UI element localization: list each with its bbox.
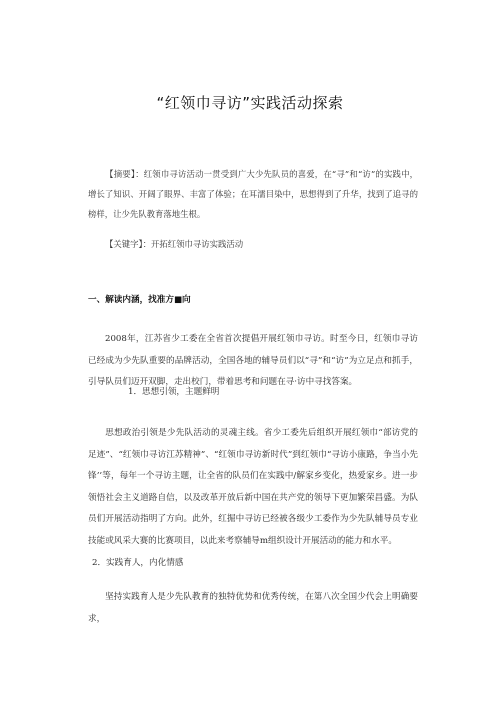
section-heading: 一、解读内涵，找准方■向 [88, 295, 191, 305]
subsection-heading-2: 2．实践育人，内化情感 [92, 558, 184, 568]
subsection-heading-1: 1．思想引领，主题鲜明 [128, 387, 220, 397]
paragraph-3 [88, 587, 418, 630]
paragraph-2 [88, 423, 418, 552]
keywords-block [88, 234, 418, 254]
paragraph-1-text: 2008年，江苏省少工委在全省首次提倡开展红领巾寻访。时至今日，红领巾寻访已经成为少先队重要的品牌活动，全国各地的辅导员们以“寻”和“访”为立足点和抓手，引导队员们迈开双脚，走出校门，带着思考和问题在寻·访中寻找答案。 [88, 334, 418, 387]
keywords-text: ：开拓红领巾寻访实践活动 [142, 239, 244, 249]
paragraph-3-text: 坚持实践育人是少先队教育的独特优势和优秀传统，在第八次全国少代会上明确要求， [88, 592, 418, 624]
document-title: “红领巾寻访”实践活动探索 [156, 94, 344, 112]
keywords-label: 【关键字】 [105, 239, 143, 249]
abstract-text: ：红领巾寻访活动一贯受到广大少先队员的喜爱，在“寻”和“访”的实践中，增长了知识、开阔了眼界、丰富了体验；在耳濡目染中，思想得到了升华，找到了追寻的榜样，让少先队教育落地生根。 [88, 169, 419, 219]
abstract-block [88, 164, 418, 224]
abstract-label: 【摘要】 [105, 169, 136, 179]
paragraph-1 [88, 329, 418, 394]
paragraph-2-text: 思想政治引领是少先队活动的灵魂主线。省少工委先后组织开展红领巾“部访党的足迹”、“红领巾寻访江苏精神”、“红领巾寻访新时代”到红领巾“寻访小康路，争当小先锋’’等，每年一个寻访主题，让全省的队员们在实践中/解家乡变化，热爱家乡。进一步领悟社会主义道路自信，以及改革开放后新中国在共产党的领导下更加繁荣昌盛。为队员们开展活动指明了方向。此外，红掘中寻访已经被各级少工委作为少先队辅导员专业技能或风采大赛的比赛项目，以此来考察辅导m组织设计开展活动的能力和水平。 [88, 428, 418, 546]
